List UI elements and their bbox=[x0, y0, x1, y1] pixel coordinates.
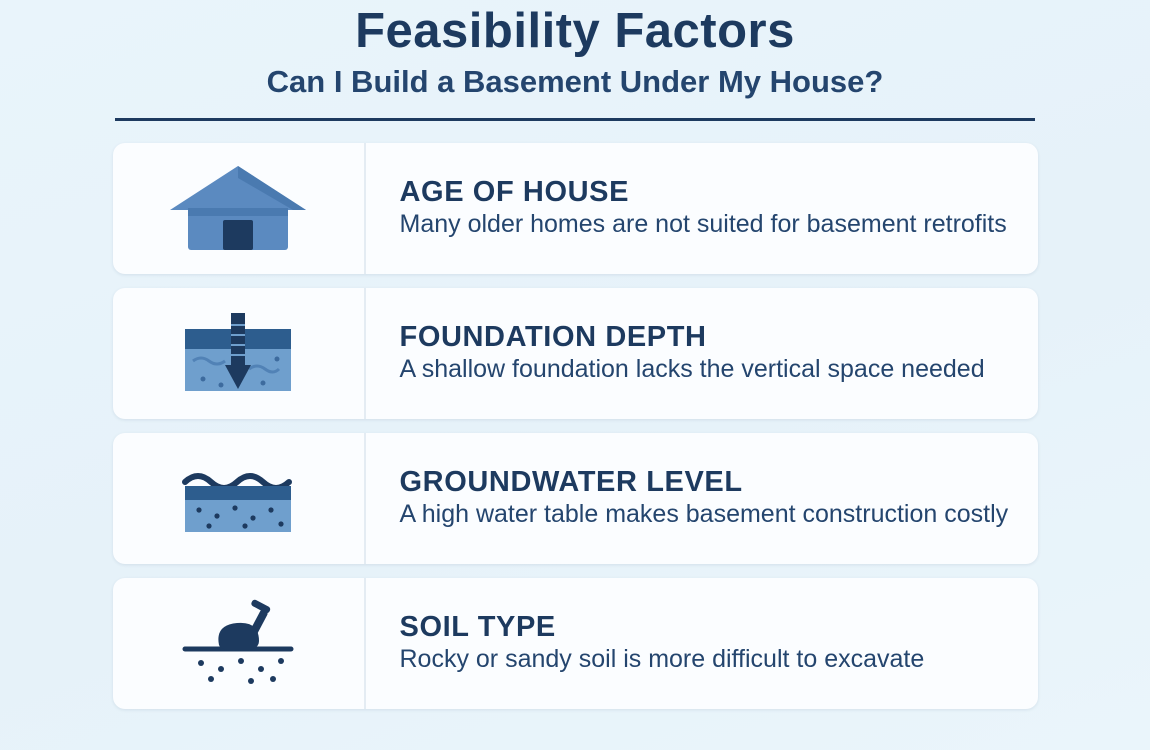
card-title: SOIL TYPE bbox=[399, 610, 556, 643]
groundwater-level-icon bbox=[163, 448, 313, 548]
list-item bbox=[113, 143, 1038, 274]
card-description: Many older homes are not suited for basement retrofits bbox=[399, 210, 1007, 238]
text-cell bbox=[366, 612, 941, 675]
page-title: Feasibility Factors bbox=[355, 4, 795, 58]
icon-cell bbox=[113, 288, 366, 419]
house-icon bbox=[163, 158, 313, 258]
list-item bbox=[113, 433, 1038, 564]
header bbox=[0, 0, 1150, 121]
card-title: AGE OF HOUSE bbox=[399, 175, 630, 208]
soil-type-icon bbox=[163, 593, 313, 693]
icon-cell bbox=[113, 578, 366, 709]
card-description: A shallow foundation lacks the vertical space needed bbox=[399, 355, 985, 383]
list-item bbox=[113, 578, 1038, 709]
card-description: Rocky or sandy soil is more difficult to excavate bbox=[399, 645, 925, 673]
text-cell bbox=[366, 467, 1025, 530]
list-item bbox=[113, 288, 1038, 419]
icon-cell bbox=[113, 143, 366, 274]
text-cell bbox=[366, 177, 1023, 240]
factor-list bbox=[0, 143, 1150, 709]
card-title: FOUNDATION DEPTH bbox=[399, 320, 707, 353]
card-description: A high water table makes basement construction costly bbox=[399, 500, 1009, 528]
icon-cell bbox=[113, 433, 366, 564]
card-title: GROUNDWATER LEVEL bbox=[399, 465, 743, 498]
page-subtitle: Can I Build a Basement Under My House? bbox=[266, 64, 884, 100]
header-divider bbox=[115, 118, 1035, 121]
foundation-depth-icon bbox=[163, 303, 313, 403]
text-cell bbox=[366, 322, 1001, 385]
